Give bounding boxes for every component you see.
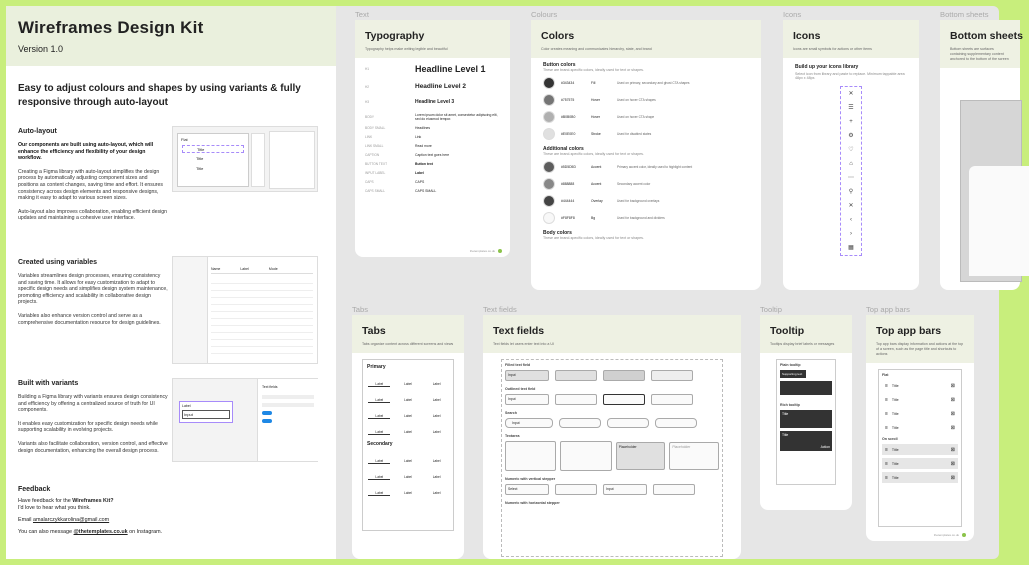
feedback-heading: Feedback [18, 486, 51, 493]
insta-text-c: on Instagram. [127, 529, 163, 535]
icon-glyph[interactable]: ▦ [848, 245, 854, 251]
icons-library-desc: Select icon from library and paste to replace. Minimum tappable area 48px x 48px. [795, 72, 905, 80]
stepper-select-2[interactable] [555, 484, 597, 495]
color-hex: #E0E0E0 [561, 132, 576, 136]
instagram-link[interactable]: @thetemplates.co.uk [73, 529, 128, 535]
color-swatch [543, 195, 555, 207]
tab-item[interactable]: Label [432, 459, 441, 463]
filled-field-heading: Filled text field [505, 363, 531, 367]
tabs-primary-list [363, 374, 453, 435]
top-app-bars-footer: thetemplates.co.uk [934, 533, 966, 537]
icons-library-heading: Build up your icons library [795, 64, 859, 70]
section-label-tabs: Tabs [352, 305, 369, 314]
tabs-secondary-heading: Secondary [367, 441, 393, 447]
rich-tooltip-sample: Title [780, 410, 832, 428]
color-row [543, 195, 749, 207]
feedback-line-a: Have feedback for the [18, 498, 73, 504]
tab-item[interactable]: Label [432, 382, 441, 386]
color-name: Overlay [591, 199, 603, 203]
horizontal-stepper-heading: Numeric with horizontal stepper [505, 501, 560, 505]
plain-tooltip-heading: Plain tooltip [780, 363, 801, 367]
color-swatch [543, 111, 555, 123]
type-tag: CAPS [365, 180, 374, 185]
type-tag: BUTTON TEXT [365, 162, 388, 167]
menu-icon[interactable]: ≡ [885, 460, 888, 467]
rich-tooltip-action[interactable]: Action [820, 445, 830, 449]
color-desc: Secondary accent color [617, 182, 651, 186]
additional-colors-desc: These are brand-specific colors, ideally used for text or shapes. [543, 152, 644, 156]
autolayout-preview [172, 126, 318, 192]
tab-item[interactable]: Label [432, 475, 441, 479]
close-icon[interactable]: ⊠ [950, 410, 955, 417]
type-sample: Headline Level 1 [415, 64, 486, 74]
app-bar [882, 458, 958, 469]
tab-item[interactable]: Label [368, 422, 390, 435]
type-row [365, 153, 500, 157]
color-hex: #444444 [561, 199, 575, 203]
outlined-input-1[interactable]: Input [505, 394, 549, 405]
tabs-secondary-list [363, 451, 453, 496]
bottom-sheet-preview [960, 100, 1022, 282]
colors-title: Colors [541, 30, 575, 42]
app-bar [882, 408, 958, 419]
icon-glyph[interactable]: ☰ [848, 105, 854, 111]
app-bar-title: Title [891, 397, 899, 402]
color-desc: Used on hover CTA shape [617, 115, 655, 119]
tab-item[interactable]: Label [368, 467, 390, 480]
color-name: Bg [591, 216, 596, 220]
feedback-line-2: I'd love to hear what you think. [18, 505, 91, 511]
type-row [365, 144, 500, 148]
app-bar-title: Title [891, 447, 899, 452]
vars-col-name: Name [211, 267, 221, 271]
icon-glyph[interactable]: ✕ [848, 91, 854, 97]
type-row [365, 135, 500, 139]
rich-tooltip-sample-2 [780, 431, 832, 451]
additional-colors-heading: Additional colors [543, 146, 584, 152]
rich-tooltip-title-2: Title [782, 433, 789, 437]
filled-input-4[interactable] [651, 370, 693, 381]
tooltip-subtitle: Tooltips display brief labels or messages [770, 342, 835, 346]
textarea-4[interactable]: Placeholder [669, 442, 719, 470]
bottom-sheets-card [940, 20, 1023, 290]
type-tag: H2 [365, 84, 370, 89]
variables-body-2: Variables also enhance version control and serve as a comprehensive documentation resource for design guidelines. [18, 312, 161, 326]
tab-row [365, 374, 451, 387]
type-tag: H1 [365, 67, 370, 72]
color-row [543, 178, 749, 190]
color-hex: #888888 [561, 182, 575, 186]
color-row [543, 111, 749, 123]
menu-icon[interactable]: ≡ [885, 424, 888, 431]
color-swatch [543, 212, 555, 224]
color-hex: #5D5D5D [561, 165, 576, 169]
bottom-sheets-title: Bottom sheets [950, 30, 1023, 42]
flat-bars-list [882, 380, 958, 433]
color-name: Hover [591, 98, 601, 102]
text-fields-card [483, 315, 741, 559]
section-variables [18, 259, 168, 333]
top-app-bars-card [866, 315, 974, 541]
color-row [543, 212, 749, 224]
type-row [365, 162, 500, 166]
color-desc: Used on hover CTA shapes [617, 98, 656, 102]
tooltip-title: Tooltip [770, 325, 805, 337]
color-hex: #343434 [561, 81, 575, 85]
close-icon[interactable]: ⊠ [950, 446, 955, 453]
section-variants [18, 380, 168, 461]
typography-title: Typography [365, 30, 425, 42]
additional-colors-list [543, 161, 749, 224]
tab-item[interactable]: Label [432, 430, 441, 434]
menu-icon[interactable]: ≡ [885, 410, 888, 417]
text-fields-title: Text fields [493, 325, 545, 337]
preview-title: Title [182, 145, 244, 153]
variants-body-2: It enables easy customization for specific design needs while supporting scalability in evolving projects. [18, 420, 158, 434]
type-tag: LINK SMALL [365, 143, 384, 148]
feedback-section [18, 486, 318, 541]
email-link[interactable]: amalarczykkarolina@gmail.com [32, 517, 110, 523]
type-sample: Read more [415, 143, 432, 148]
variables-body: Variables streamlines design processes, ensuring consistency and saving time. It allows for easy customization to adapt to specific design needs and simplifies design system maintenance, promoting efficiency and scalability in collaborative design projects. [18, 273, 168, 306]
color-desc: Used for disabled states [617, 132, 652, 136]
type-sample: Headline Level 3 [415, 98, 455, 105]
email-label: Email [18, 517, 33, 523]
section-autolayout [18, 128, 168, 229]
autolayout-body-2: Auto-layout also improves collaboration, enabling efficient design updates and maintaining a cohesive user interface. [18, 208, 167, 222]
version-label: Version 1.0 [18, 44, 64, 54]
outlined-field-heading: Outlined text field [505, 387, 536, 391]
tab-item[interactable]: Label [368, 483, 390, 496]
type-row [365, 99, 500, 105]
close-icon[interactable]: ⊠ [950, 460, 955, 467]
app-bar-title: Title [891, 411, 899, 416]
menu-icon[interactable]: ≡ [885, 446, 888, 453]
stepper-select-1[interactable]: Select [505, 484, 549, 495]
color-desc: Used for background overlays [617, 199, 660, 203]
app-bar-title: Title [891, 475, 899, 480]
tab-item[interactable]: Label [368, 390, 390, 403]
color-swatch [543, 161, 555, 173]
type-sample: Link [415, 134, 422, 139]
stepper-select-3[interactable]: Input [603, 484, 647, 495]
type-sample: Caption text goes here [415, 152, 450, 157]
button-colors-heading: Button colors [543, 62, 576, 68]
type-tag: LINK [365, 134, 373, 139]
type-row [365, 64, 500, 75]
colors-subtitle: Color creates meaning and communicates hierarchy, state, and brand [541, 47, 652, 51]
textarea-heading: Textarea [505, 434, 520, 438]
icon-glyph[interactable]: ⌂ [849, 161, 853, 167]
vars-col-mode: Mode [268, 267, 278, 271]
type-row [365, 171, 500, 175]
color-swatch [543, 77, 555, 89]
type-row [365, 83, 500, 91]
outlined-input-3[interactable] [603, 394, 645, 405]
tab-row [365, 451, 451, 464]
color-name: Hover [591, 115, 601, 119]
body-colors-desc: These are brand-specific colors, ideally used for text or shapes. [543, 236, 644, 240]
close-icon[interactable]: ⊠ [950, 474, 955, 481]
tabs-card [352, 315, 464, 559]
color-desc: Used for background and dividers [617, 216, 665, 220]
type-sample: CAPS SMALL [415, 189, 437, 194]
tab-item[interactable]: Label [368, 451, 390, 464]
menu-icon[interactable]: ≡ [885, 382, 888, 389]
icon-glyph[interactable]: ♡ [848, 147, 854, 153]
filled-input-3[interactable] [603, 370, 645, 381]
variants-preview [172, 378, 318, 462]
variants-body-3: Variants also facilitate collaboration, version control, and effective design documentation, enhancing the overall design process. [18, 440, 168, 454]
preview-flat-label: Flat [181, 137, 188, 142]
type-sample: Label [415, 171, 424, 176]
app-bar-title: Title [891, 425, 899, 430]
icons-column [840, 86, 862, 256]
autolayout-body: Creating a Figma library with auto-layout simplifies the design process by automatically adjusting component sizes and positions as content changes, saving time and effort. It ensures consistency across design elements and responsive designs, making it easy to adapt to various screen sizes. [18, 168, 163, 202]
preview-title-3: Title [196, 166, 204, 171]
autolayout-heading: Auto-layout [18, 128, 57, 135]
typography-subtitle: Typography helps make writing legible and beautiful [365, 47, 448, 51]
insta-text-a: You can also message [18, 529, 74, 535]
close-icon[interactable]: ⊠ [950, 396, 955, 403]
menu-icon[interactable]: ≡ [885, 474, 888, 481]
icon-glyph[interactable]: › [850, 231, 852, 237]
section-label-text: Text [355, 10, 369, 19]
top-app-bars-subtitle: Top app bars display information and actions at the top of a screen, such as the page title and shortcuts to actions [876, 342, 964, 356]
search-field-heading: Search [505, 411, 517, 415]
type-sample: Lorem ipsum dolor sit amet, consectetur adipiscing elit, sed do eiusmod tempor. [415, 112, 498, 121]
outlined-input-2[interactable] [555, 394, 597, 405]
app-bar [882, 444, 958, 455]
typography-card [355, 20, 510, 257]
variant-label: Label [182, 404, 191, 408]
variant-panel-title: Text fields [262, 385, 278, 389]
tabs-subtitle: Tabs organize content across different screens and views [362, 342, 454, 346]
autolayout-lead: Our components are built using auto-layout, which will enhance the efficiency and flexibility of your design workflow. [18, 142, 154, 162]
color-name: Stroke [591, 132, 601, 136]
color-row [543, 77, 749, 89]
type-row [365, 126, 500, 130]
text-fields-subtitle: Text fields let users enter text into a UI [493, 342, 554, 346]
preview-title-2: Title [196, 156, 204, 161]
app-bar-title: Title [891, 383, 899, 388]
vars-col-label: Label [240, 267, 249, 271]
on-scroll-heading: On scroll [882, 437, 898, 441]
app-bar [882, 472, 958, 483]
filled-input-2[interactable] [555, 370, 597, 381]
body-colors-heading: Body colors [543, 230, 572, 236]
icon-glyph[interactable]: ⋯ [848, 175, 854, 181]
color-hex: #F8F8F8 [561, 216, 575, 220]
textarea-2[interactable] [560, 441, 611, 471]
tab-row [365, 483, 451, 496]
text-fields-list [501, 359, 723, 557]
plain-tooltip-sample: Supporting text [780, 370, 806, 378]
color-swatch [543, 128, 555, 140]
color-name: Accent [591, 165, 602, 169]
textarea-3[interactable]: Placeholder [616, 442, 666, 470]
tab-item[interactable]: Label [404, 430, 412, 434]
tab-row [365, 467, 451, 480]
tab-item[interactable]: Label [368, 406, 390, 419]
type-sample: Headline Level 2 [415, 82, 466, 90]
icon-glyph[interactable]: + [849, 119, 853, 125]
type-row [365, 189, 500, 193]
typography-list [355, 58, 510, 204]
tab-row [365, 390, 451, 403]
color-swatch [543, 94, 555, 106]
on-scroll-bars-list [882, 444, 958, 483]
search-input-4[interactable] [655, 418, 697, 428]
app-bar [882, 394, 958, 405]
stepper-select-4[interactable] [653, 484, 695, 495]
filled-input-1[interactable]: Input [505, 370, 549, 381]
design-canvas [6, 6, 1023, 559]
type-tag: BODY [365, 114, 375, 119]
type-tag: CAPS SMALL [365, 189, 386, 194]
panel-header [6, 6, 336, 66]
icon-glyph[interactable]: ⚙ [848, 133, 854, 139]
button-colors-list [543, 77, 749, 140]
color-row [543, 161, 749, 173]
tabs-title: Tabs [362, 325, 386, 337]
color-row [543, 94, 749, 106]
rich-tooltip-heading: Rich tooltip [780, 403, 800, 407]
section-label-top-app-bars: Top app bars [866, 305, 910, 314]
type-tag: CAPTION [365, 153, 380, 158]
section-label-bottom-sheets: Bottom sheets [940, 10, 989, 19]
search-input-1[interactable]: Input [505, 418, 553, 428]
type-tag: H3 [365, 99, 370, 104]
icon-glyph[interactable]: ‹ [850, 217, 852, 223]
icon-glyph[interactable]: ⚲ [848, 189, 854, 195]
color-name: Fill [591, 81, 596, 85]
tab-item[interactable]: Label [404, 491, 412, 495]
tab-row [365, 406, 451, 419]
tab-item[interactable]: Label [404, 414, 412, 418]
close-icon[interactable]: ⊠ [950, 424, 955, 431]
search-input-2[interactable] [559, 418, 601, 428]
icon-glyph[interactable]: ✕ [848, 203, 854, 209]
outlined-input-4[interactable] [651, 394, 693, 405]
variables-preview [172, 256, 318, 364]
info-panel [6, 6, 336, 559]
variants-heading: Built with variants [18, 380, 79, 387]
bottom-sheets-subtitle: Bottom sheets are surfaces containing supplementary content anchored to the bottom of the screen [950, 47, 1009, 61]
type-tag: INPUT LABEL [365, 171, 386, 176]
type-row [365, 180, 500, 184]
type-sample: CAPS [415, 180, 425, 185]
tab-item[interactable]: Label [404, 459, 412, 463]
app-bar [882, 422, 958, 433]
tab-row [365, 422, 451, 435]
color-desc: Primary accent color, ideally used to highlight content [617, 165, 693, 169]
type-sample: Button text [415, 162, 433, 167]
vertical-stepper-heading: Numeric with vertical stepper [505, 477, 556, 481]
app-bar [882, 380, 958, 391]
color-desc: Used on primary, secondary and ghost CTA shapes [617, 81, 690, 85]
color-hex: #B0B0B0 [561, 115, 576, 119]
icons-title: Icons [793, 30, 821, 42]
type-sample: Headlines [415, 125, 431, 130]
tab-item[interactable]: Label [368, 374, 390, 387]
section-label-text-fields: Text fields [483, 305, 517, 314]
textarea-1[interactable] [505, 441, 556, 471]
color-swatch [543, 178, 555, 190]
icons-subtitle: Icons are small symbols for actions or other items [793, 47, 872, 51]
type-tag: BODY SMALL [365, 125, 386, 130]
tab-item[interactable]: Label [404, 382, 412, 386]
variant-input: Input [182, 410, 230, 419]
typography-footer: thetemplates.co.uk [470, 249, 502, 253]
variants-body: Building a Figma library with variants ensures design consistency and efficiency by offering a centralized source of truth for UI components. [18, 394, 168, 414]
variables-heading: Created using variables [18, 259, 97, 266]
tab-item[interactable]: Label [404, 475, 412, 479]
section-label-tooltip: Tooltip [760, 305, 782, 314]
search-input-3[interactable] [607, 418, 649, 428]
top-app-bars-title: Top app bars [876, 325, 942, 337]
tagline: Easy to adjust colours and shapes by using variants & fully responsive through auto-layout [18, 83, 301, 108]
app-bar-title: Title [891, 461, 899, 466]
tooltip-card [760, 315, 852, 510]
menu-icon[interactable]: ≡ [885, 396, 888, 403]
button-colors-desc: These are brand-specific colors, ideally used for text or shapes. [543, 68, 644, 72]
type-row [365, 113, 500, 121]
tab-item[interactable]: Label [432, 398, 441, 402]
feedback-line-b: Wireframes Kit? [72, 498, 114, 504]
icons-card [783, 20, 919, 290]
colors-card [531, 20, 761, 290]
color-name: Accent [591, 182, 602, 186]
section-label-icons: Icons [783, 10, 802, 19]
flat-heading: Flat [882, 373, 889, 377]
close-icon[interactable]: ⊠ [950, 382, 955, 389]
section-label-colours: Colours [531, 10, 558, 19]
kit-title: Wireframes Design Kit [18, 18, 204, 37]
tab-item[interactable]: Label [404, 398, 412, 402]
color-hex: #757575 [561, 98, 575, 102]
tab-item[interactable]: Label [432, 491, 441, 495]
tab-item[interactable]: Label [432, 414, 441, 418]
tabs-primary-heading: Primary [367, 364, 386, 370]
color-row [543, 128, 749, 140]
